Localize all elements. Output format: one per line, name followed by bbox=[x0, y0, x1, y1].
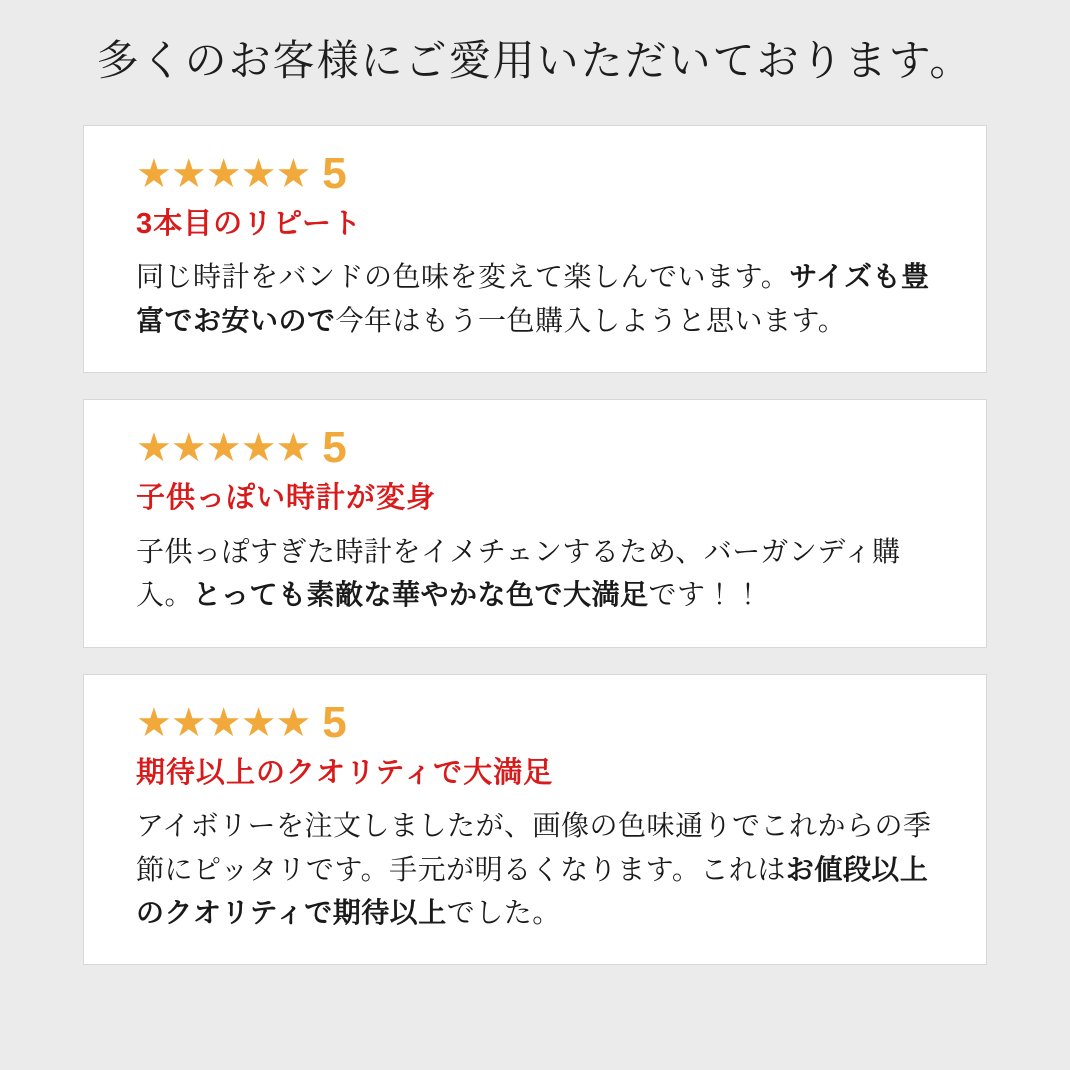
star-rating-icon: ★★★★★ bbox=[136, 426, 311, 471]
review-list bbox=[83, 125, 987, 966]
review-body-tail: でした。 bbox=[446, 897, 561, 928]
review-card bbox=[83, 125, 987, 373]
rating-row bbox=[136, 423, 934, 473]
review-title: 3本目のリピート bbox=[136, 207, 362, 240]
rating-score: 5 bbox=[322, 148, 347, 198]
star-rating-icon: ★★★★★ bbox=[136, 700, 311, 745]
review-title: 期待以上のクオリティで大満足 bbox=[136, 756, 554, 789]
review-body-bold: とっても素敵な華やかな色で大満足 bbox=[193, 579, 649, 611]
review-body bbox=[136, 804, 934, 934]
rating-row bbox=[136, 148, 934, 198]
review-body bbox=[136, 530, 934, 617]
review-body bbox=[136, 255, 934, 342]
review-body-plain: 同じ時計をバンドの色味を変えて楽しんでいます。 bbox=[136, 261, 790, 293]
review-card bbox=[83, 399, 987, 647]
review-body-plain: 子供っぽすぎた時計をイメチェンするため、バーガンディ購入。 bbox=[136, 535, 901, 611]
star-rating-icon: ★★★★★ bbox=[136, 151, 311, 196]
page-title: 多くのお客様にご愛用いただいております。 bbox=[96, 37, 974, 84]
rating-row bbox=[136, 697, 934, 747]
review-body-bold: お値段以上のクオリティで期待以上 bbox=[136, 853, 929, 928]
rating-score: 5 bbox=[322, 697, 347, 747]
review-card bbox=[83, 674, 987, 966]
review-body-tail: 今年はもう一色購入しようと思います。 bbox=[335, 304, 847, 336]
review-title: 子供っぽい時計が変身 bbox=[136, 482, 437, 515]
review-body-plain: アイボリーを注文しましたが、画像の色味通りでこれからの季節にピッタリです。手元が明るくなります。これは bbox=[136, 810, 932, 885]
review-body-bold: サイズも豊富でお安いので bbox=[136, 261, 930, 336]
review-body-tail: です！！ bbox=[648, 579, 763, 611]
rating-score: 5 bbox=[322, 423, 347, 473]
